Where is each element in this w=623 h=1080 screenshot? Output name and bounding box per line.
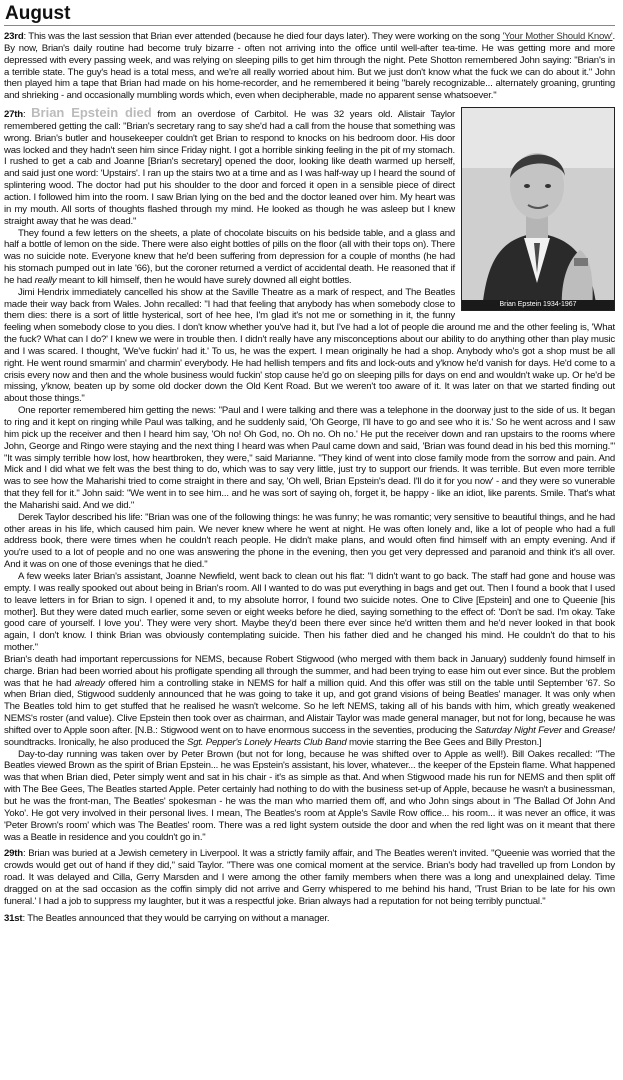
entry-date: 29th <box>4 848 23 860</box>
entry-23rd <box>4 31 615 102</box>
entry-27th-p8: Day-to-day running was taken over by Peter Brown (but not for long, because he was shifted over to Apple as well!). Bill Oakes recalled: "The Beatles viewed Brown as the spirit of Brian Epstein... he was Epstein's assistant, his lover, whatever... the keeper of the Epstein flame. What happened was that when Brian died, Peter simply went and sat in his chair - it's as simple as that. And when Stigwood made his run for NEMS and then split off with The Bee Gees, The Beatles started Apple. Peter certainly had nothing to do with the business set-up of Apple, because he wasn't a businessman, but he was the front-man, The Beatles' spokesman - he was the man who married them off, and who John sings about in 'The Ballad Of John And Yoko'. He got very involved in their personal lives. I mean, The Beatles's room at Apple's Savile Row office... his room... it was never an office, it was 'Peter Brown's room' which was The Beatles' room. There was a red light system outside the door and when the red light was on it meant that there was a Beatle in residence and you couldn't go in." <box>4 748 615 843</box>
entry-text: : This was the last session that Brian ever attended (because he died four days later). They were working on the song <box>23 31 503 42</box>
entry-27th-p6: A few weeks later Brian's assistant, Joanne Newfield, went back to clean out his flat: "I didn't want to go back. The staff had gone and house was empty. I was really spooked out about being in Brian's room. All I wanted to do was put everything in bags and get out. Then I found a book that I used to leave letters in for Brian to sign. I opened it and, to my absolute horror, I found two suicide notes. One to Clive [Epstein] and one to Queenie [his mother]. But they were dated much earlier, some seven or eight weeks before he died, saying something to the effect of: 'Don't be sad. I'm okay. Take good care of yourself. I love you'. They were very short. Maybe they'd been there ever since he'd written them and he'd never looked in that book again, I don't know. I think Brian was obviously contemplating suicide. Then his father died and he changed his mind. He couldn't do that to his mother." <box>4 570 615 654</box>
entry-27th <box>4 107 615 843</box>
entry-text: from an overdose of Carbitol. He was 32 years old. Alistair Taylor remembered getting the call: "Brian's secretary rang to say she'd had a call from the house that something was wrong. Brian's butler and housekeeper couldn't get Brian to respond to knocks on his bedroom door. His door was locked and they hadn't seen him since Friday night. I got a horrible sinking feeling in the pit of my stomach. I rushed to get a cab and Joanne [Brian's secretary] opened the door, looking like death warmed up herself, and said just one word: 'Upstairs'. I ran up the stairs two at a time and as I was half-way up I heard the sound of splintering wood. The doctor had put his shoulder to the door and forced it open in a sensible piece of direct action. I followed him into the room. I saw Brian lying on the bed and the doctor leaned over him. My heart was in my mouth. All sorts of thoughts flashed through my mind. He looked as though he was asleep but I knew straight away that he was dead." <box>4 109 455 227</box>
entry-29th <box>4 848 615 907</box>
entry-27th-p4: One reporter remembered him getting the news: "Paul and I were talking and there was a telephone in the doorway just to the side of us. It began to ring and it kept on ringing while Paul was talking, and he suddenly said, 'Oh George, I'll have to go and see who it is.' So he went across and I saw him pick up the receiver and then I heard him say, 'Oh no! Oh God, no. Oh no. Oh no.' He put the receiver down and ran upstairs to the rooms where John, George and Ringo were staying and the next thing I heard was when Paul came down and said, 'Brian was found dead in his bed this morning.'" "It was simply terrible how lost, how heartbroken, they were," said Marianne. "They kind of went into close family mode from the sorrow and pain. And Mick and I did what we felt was the best thing to do, which was to say very little, just try to support our friends. It was terrible. But even more terrible was to see how the Maharishi tried to come straight in there and say, 'Oh well, Brian Epstein's dead. I'll do it for you now' - and they were so vunerable that they fell for it." John said: "We went in to see him... and he was sort of saying oh, forget it, be happy - like an idiot, like parents. Smile. That's what the Maharishi said. And we did." <box>4 405 615 511</box>
entry-text: offered him a controlling stake in NEMS for half a million quid. And this offer was still on the table until September '67. So when Brian died, Stigwood suddenly announced that he was going to take it up, and got grand visions of being Beatles' manager. It was only when The Beatles told him to get stuffed that he realised he wasn't welcome. So he left NEMS, taking all of his bands with him, which greatly weakened NEMS's roster (and value). Clive Epstein then took over as chairman, and Alistair Taylor was made general manager, but not for long, because he was shifted over to Apple soon after. [N.B.: Stigwood went on to have enormous success in the seventies, producing the <box>4 677 615 736</box>
entry-31st <box>4 913 615 925</box>
emphasis: really <box>34 274 57 286</box>
entry-title: Brian Epstein died <box>31 105 152 121</box>
entry-text: : Brian was buried at a Jewish cemetery in Liverpool. It was a strictly family affair, and The Beatles weren't invited. "Queenie was worried that the crowds would get out of hand if they did," said Taylor. "There was one comical moment at the service. Brian's body had travelled up from London by road. It was delayed and Cilla, Gerry Marsden and I were among the other family members when there was a long and unexplained delay. Time dragged on at the sad occasion as the coffin simply did not arrive and Gerry whispered to me behind his hand, 'Trust Brian to be late for his own funeral.' I had a job to suppress my laughter, but it was a respectful joke. Brian always had a reputation for not being terribly punctual." <box>4 848 615 907</box>
brian-epstein-photo <box>461 107 615 311</box>
photo-caption: Brian Epstein 1934-1967 <box>462 300 614 310</box>
page <box>4 0 615 924</box>
diary-content <box>4 31 615 924</box>
entry-text: and <box>561 724 583 736</box>
month-heading: August <box>4 0 615 26</box>
entry-text: . By now, Brian's daily routine had become truly bizarre - often not arriving into the office until well-after tea-time. He was getting more and more depressed with every passing week, and was relying on sleeping pills to get him through the night. Pete Shotton remembered John saying: "Brian's in a terrible state. The guy's head is a total mess, and we're all really worried about him. But we just don't know what the fuck we can do about it." John then played him a tape that Brian had made on his home-recorder, and he remembered it being "barely recognizable... alternately groaning, grunting and shrieking - and occasionally mumbling words which, even when decipherable, made no apparent sense whatsoever." <box>4 31 615 102</box>
entry-text: movie starring the Bee Gees and Billy Preston.] <box>346 736 542 748</box>
entry-date: 27th <box>4 109 23 121</box>
entry-text: They found a few letters on the sheets, a plate of chocolate biscuits on his bedside table, and a glass and half a bottle of lemon on the side. There were also eight bottles of pills on the floor (all with their tops on). There was no suicide note. Everyone knew that he'd been suffering from depression for a couple of months (he had his stomach pumped out in late '66), but the coroner returned a verdict of accidental death. He reasoned that if he had <box>4 227 455 286</box>
entry-date: 23rd <box>4 31 24 42</box>
emphasis: Saturday Night Fever <box>474 724 562 736</box>
song-link[interactable]: 'Your Mother Should Know' <box>502 31 613 42</box>
emphasis: Grease! <box>582 724 615 736</box>
emphasis: already <box>74 677 105 689</box>
entry-text: : The Beatles announced that they would be carrying on without a manager. <box>22 912 330 924</box>
entry-text: Brian's death had important repercussions for NEMS, because Robert Stigwood (who merged with them back in January) suddenly found himself in charge. Brian had been worried about his profligate spending all through the summer, and had been trying to ease him out ever since. But the problem was that he had <box>4 653 615 689</box>
entry-27th-p3: Jimi Hendrix immediately cancelled his show at the Saville Theatre as a mark of respect, and The Beatles made their way back from Wales. John recalled: "I had that feeling that anybody has when somebody close to them dies: there is a sort of little hysterical, sort of hee hee, I'm glad it's not me or something in it, the funny feeling when somebody close to you dies. I don't know whether you've had it, but I've had a lot of people die around me and the other feeling is, 'What the fuck? What can I do?' I knew we were in trouble then. I didn't really have any misconceptions about our ability to do anything other than play music and I was scared. I thought, 'We've fuckin' had it.' To us, he was the expert. I mean originally he had a shop. Anybody who's got a shop must be all right. He went round smarmin' and charmin' everybody. He had hellish tempers and fits and lock-outs and y'know he'd vanish for days. He'd come to a crisis every now and then and the whole business would fuckin' stop cause he'd go on sleeping pills for days on end and wouldn't wake up. Or he'd be missing, y'know, beaten up by some old docker down the Old Kent Road. But we weren't too aware of it. It was later on that we started finding out about those things." <box>4 286 615 405</box>
entry-27th-p5: Derek Taylor described his life: "Brian was one of the following things: he was funny; he was romantic; very sensitive to beautiful things, and he had other areas in his life, which caused him pain. We never knew where he went at night. He was often lonely and, like a lot of people who had a full address book, there were times when he couldn't reach people. He didn't make plans, and would often find himself with an empty evening. And if you're used to a lot of people and no one was answering the phone in the evening, then you get very depressed and paranoid and think it's all over. And it was on one of those evenings that he died." <box>4 511 615 571</box>
entry-text: meant to kill himself, then he would have surely downed all eight bottles. <box>56 274 352 286</box>
entry-date: 31st <box>4 912 23 924</box>
entry-27th-p7 <box>4 654 615 749</box>
entry-colon: : <box>22 109 32 121</box>
portrait-icon <box>462 108 614 310</box>
emphasis: Sgt. Pepper's Lonely Hearts Club Band <box>186 736 347 748</box>
entry-text: soundtracks. Ironically, he also produced the <box>4 736 187 748</box>
